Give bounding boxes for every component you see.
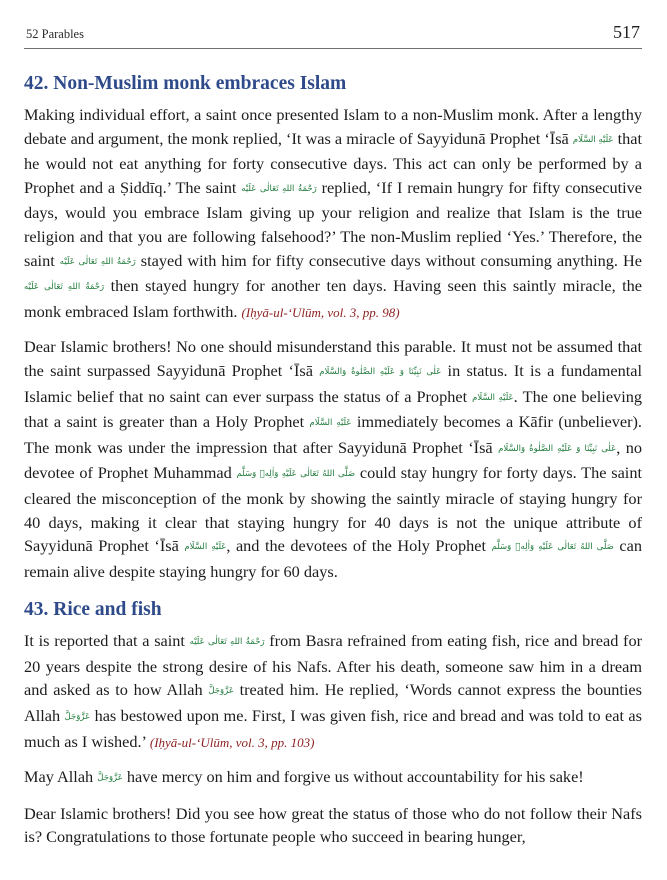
text-run: May Allah — [24, 767, 98, 787]
paragraph-conclusion — [24, 802, 642, 849]
text-run: then stayed hungry for another ten days. Having seen this saintly miracle, the monk embraced Islam forthwith. — [24, 276, 642, 321]
honorific-calligraphy: رَحْمَةُ اللهِ تَعَالٰى عَلَيْه — [24, 282, 105, 293]
book-page — [24, 0, 642, 880]
text-run: replied, ‘If I remain hungry for fifty consecutive days, would you embrace Islam giving up your religion and realize that Islam is the true religion and that you are following falsehood?’ The non-Muslim replied ‘Yes.’ Therefore, the saint — [24, 177, 643, 270]
text-run: immediately becomes a Kāfir (unbeliever). The monk was under the impression that after Sayyidunā Prophet ‘Īsā — [24, 412, 642, 457]
reference-citation: (Iḥyā-ul-‘Ulūm, vol. 3, pp. 98) — [241, 304, 400, 320]
text-run: in status. It is a fundamental Islamic belief that no saint can ever surpass the status of a Prophet — [24, 360, 642, 406]
honorific-calligraphy: عَلَيْهِ السَّلَام — [572, 134, 614, 145]
honorific-calligraphy: عَلٰى نَبِيِّنَا وَ عَلَيْهِ الصَّلٰوةُ وَالسَّلَام — [498, 443, 617, 454]
text-run: Making individual effort, a saint once presented Islam to a non-Muslim monk. After a lengthy debate and argument, the monk replied, ‘It was a miracle of Sayyidunā Prophet ‘Īsā — [24, 105, 642, 148]
honorific-calligraphy: صَلَّى اللهُ تَعَالٰى عَلَيْهِ وَاٰلِهٖ وَسَلَّم — [491, 542, 614, 553]
text-run: stayed with him for fifty consecutive days without consuming anything. He — [135, 250, 642, 270]
honorific-calligraphy: عَزَّوَجَلَّ — [208, 686, 234, 697]
text-run: Dear Islamic brothers! Did you see how great the status of those who do not follow their Nafs is? Congratulations to those fortunate people who succeed in bearing hunger, — [24, 803, 642, 847]
honorific-calligraphy: رَحْمَةُ اللهِ تَعَالٰى عَلَيْه — [59, 256, 136, 267]
text-run: from Basra refrained from eating fish, rice and bread for 20 years despite the strong desire of his Nafs. After his death, someone saw him in a dream and asked as to how Allah — [24, 631, 643, 700]
page-number: 517 — [613, 22, 640, 42]
honorific-calligraphy: عَلَيْهِ السَّلَام — [309, 418, 352, 429]
text-run: can remain alive despite staying hungry for 60 days. — [24, 536, 642, 581]
reference-citation: (Iḥyā-ul-‘Ulūm, vol. 3, pp. 103) — [149, 734, 315, 750]
text-run: , and the devotees of the Holy Prophet — [226, 536, 492, 556]
honorific-calligraphy: عَزَّوَجَلَّ — [64, 712, 91, 723]
text-run: that he would not eat anything for forty consecutive days. This act can only be performed by a Prophet and a Ṣiddīq.’ The saint — [24, 128, 643, 197]
text-run: could stay hungry for forty days. The saint cleared the misconception of the monk by showing the saintly miracle of staying hungry for 40 days, making it clear that staying hungry for 40 days is not the unique attribute of Sayyidunā Prophet ‘Īsā — [24, 463, 642, 556]
text-run: Dear Islamic brothers! No one should misunderstand this parable. It must not be assumed that the saint surpassed Sayyidunā Prophet ‘Īsā — [24, 337, 642, 380]
book-title: 52 Parables — [26, 27, 84, 41]
paragraph-prayer — [24, 765, 642, 791]
honorific-calligraphy: عَلَيْهِ السَّلَام — [184, 542, 227, 553]
running-header — [24, 0, 642, 49]
honorific-calligraphy: صَلَّى اللهُ تَعَالٰى عَلَيْهِ وَاٰلِهٖ وَسَلَّم — [236, 469, 356, 480]
honorific-calligraphy: عَزَّوَجَلَّ — [97, 773, 123, 784]
honorific-calligraphy: عَلٰى نَبِيِّنَا وَ عَلَيْهِ الصَّلٰوةُ وَالسَّلَام — [319, 366, 442, 377]
honorific-calligraphy: عَلَيْهِ السَّلَام — [472, 392, 514, 403]
paragraph-explanation — [24, 335, 642, 583]
text-run: treated him. He replied, ‘Words cannot express the bounties Allah — [24, 680, 642, 726]
text-run: , no devotee of Prophet Muhammad — [24, 437, 642, 483]
text-run: It is reported that a saint — [24, 631, 190, 651]
section-heading-43: 43. Rice and fish — [24, 599, 162, 621]
paragraph-rice-fish-story — [24, 629, 642, 754]
section-heading-42: 42. Non-Muslim monk embraces Islam — [24, 73, 347, 94]
honorific-calligraphy: رَحْمَةُ اللهِ تَعَالٰى عَلَيْه — [241, 183, 317, 194]
text-run: has bestowed upon me. First, I was given fish, rice and bread and was told to eat as much as I wished.’ — [24, 706, 642, 751]
paragraph-monk-story — [24, 103, 642, 324]
honorific-calligraphy: رَحْمَةُ اللهِ تَعَالٰى عَلَيْه — [189, 637, 265, 648]
text-run: have mercy on him and forgive us without accountability for his sake! — [122, 767, 584, 787]
text-run: . The one believing that a saint is greater than a Holy Prophet — [24, 386, 642, 432]
